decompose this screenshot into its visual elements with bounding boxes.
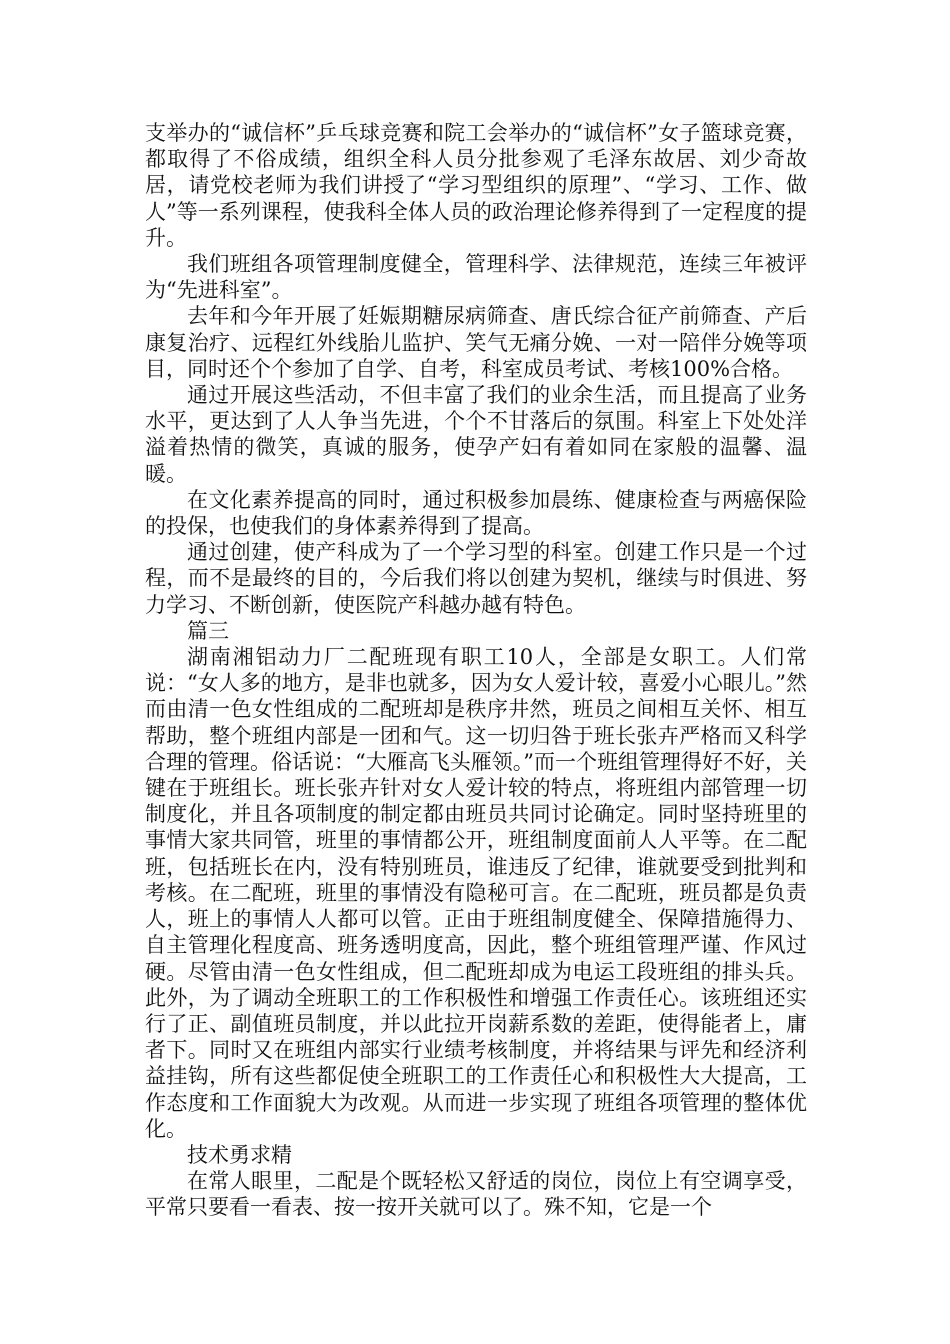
- paragraph: 通过开展这些活动，不但丰富了我们的业余生活，而且提高了业务水平，更达到了人人争当先进，个个不甘落后的氛围。科室上下处处洋溢着热情的微笑，真诚的服务，使孕产妇有着如同在家般的温馨、温暖。: [145, 383, 807, 486]
- section-heading: 篇三: [187, 618, 229, 643]
- paragraph: 我们班组各项管理制度健全，管理科学、法律规范，连续三年被评为“先进科室”。: [145, 252, 807, 303]
- paragraph-continuation: 支举办的“诚信杯”乒乓球竞赛和院工会举办的“诚信杯”女子篮球竞赛，都取得了不俗成绩，组织全科人员分批参观了毛泽东故居、刘少奇故居，请党校老师为我们讲授了“学习型组织的原理”、“学习、工作、做人”等一系列课程，使我科全体人员的政治理论修养得到了一定程度的提升。: [145, 121, 807, 250]
- document-body: [145, 120, 807, 1221]
- paragraph: 湖南湘铝动力厂二配班现有职工10人，全部是女职工。人们常说：“女人多的地方，是非也就多，因为女人爱计较，喜爱小心眼儿。”然而由清一色女性组成的二配班却是秩序井然，班员之间相互关怀、相互帮助，整个班组内部是一团和气。这一切归咎于班长张卉严格而又科学合理的管理。俗话说：“大雁高飞头雁领。”而一个班组管理得好不好，关键在于班组长。班长张卉针对女人爱计较的特点，将班组内部管理一切制度化，并且各项制度的制定都由班员共同讨论确定。同时坚持班里的事情大家共同管，班里的事情都公开，班组制度面前人人平等。在二配班，包括班长在内，没有特别班员，谁违反了纪律，谁就要受到批判和考核。在二配班，班里的事情没有隐秘可言。在二配班，班员都是负责人，班上的事情人人都可以管。正由于班组制度健全、保障措施得力、自主管理化程度高、班务透明度高，因此，整个班组管理严谨、作风过硬。尽管由清一色女性组成，但二配班却成为电运工段班组的排头兵。此外，为了调动全班职工的工作积极性和增强工作责任心。该班组还实行了正、副值班员制度，并以此拉开岗薪系数的差距，使得能者上，庸者下。同时又在班组内部实行业绩考核制度，并将结果与评先和经济利益挂钩，所有这些都促使全班职工的工作责任心和积极性大大提高，工作态度和工作面貌大为改观。从而进一步实现了班组各项管理的整体优化。: [145, 645, 807, 1141]
- paragraph: 通过创建，使产科成为了一个学习型的科室。创建工作只是一个过程，而不是最终的目的，今后我们将以创建为契机，继续与时俱进、努力学习、不断创新，使医院产科越办越有特色。: [145, 540, 807, 617]
- paragraph: 在文化素养提高的同时，通过积极参加晨练、健康检查与两癌保险的投保，也使我们的身体素养得到了提高。: [145, 487, 807, 539]
- section-heading: 技术勇求精: [187, 1142, 292, 1167]
- paragraph: 去年和今年开展了妊娠期糖尿病筛查、唐氏综合征产前筛查、产后康复治疗、远程红外线胎儿监护、笑气无痛分娩、一对一陪伴分娩等项目，同时还个个参加了自学、自考，科室成员考试、考核100%合格。: [145, 304, 807, 381]
- paragraph: 在常人眼里，二配是个既轻松又舒适的岗位，岗位上有空调享受，平常只要看一看表、按一按开关就可以了。殊不知，它是一个: [145, 1169, 807, 1220]
